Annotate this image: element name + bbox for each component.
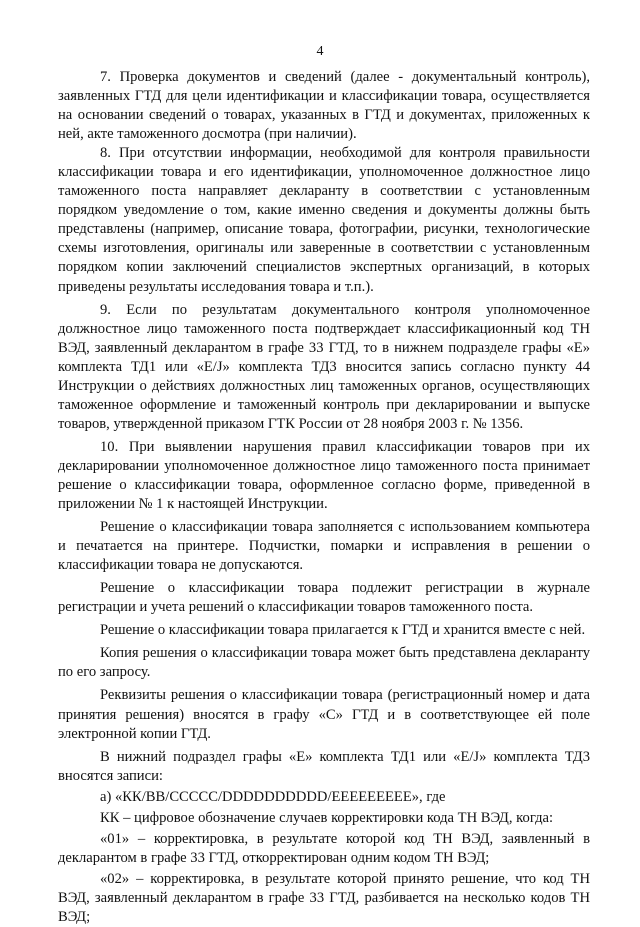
- paragraph-entries-intro: В нижний подраздел графы «Е» комплекта ТД1 или «E/J» комплекта ТД3 вносятся записи:: [58, 748, 590, 784]
- document-body: [58, 68, 590, 927]
- paragraph-decision-requisites: Реквизиты решения о классификации товара (регистрационный номер и дата принятия решения) вносятся в графу «С» ГТД и в соответствующее ей поле электронной копии ГТД.: [58, 687, 590, 742]
- paragraph-7: 7. Проверка документов и сведений (далее - документальный контроль), заявленных ГТД для цели идентификации и классификации товара, осуществляется на основании сведений о товарах, указанных в ГТД и документах, приложенных к ней, акте таможенного досмотра (при наличии).: [58, 69, 590, 143]
- paragraph-code-01: «01» – корректировка, в результате которой код ТН ВЭД, заявленный в декларантом в графе 33 ГТД, откорректирован одним кодом ТН ВЭД;: [58, 830, 590, 866]
- paragraph-code-02: «02» – корректировка, в результате которой принято решение, что код ТН ВЭД, заявленный декларантом в графе 33 ГТД, разбивается на несколько кодов ТН ВЭД;: [58, 870, 590, 925]
- paragraph-entry-format: а) «КК/ВВ/СССCC/DDDDDDDDDD/ЕЕЕЕЕЕЕЕЕ», где: [100, 788, 446, 805]
- paragraph-decision-registration: Решение о классификации товара подлежит регистрации в журнале регистрации и учета решений о классификации товаров таможенного поста.: [58, 580, 590, 616]
- paragraph-kk-definition: КК – цифровое обозначение случаев корректировки кода ТН ВЭД, когда:: [100, 809, 554, 826]
- paragraph-8: 8. При отсутствии информации, необходимой для контроля правильности классификации товара и его идентификации, уполномоченное должностное лицо таможенного поста направляет декларанту в соответствии с установленным порядком уведомление о том, какие именно сведения и документы должны быть представлены (например, описание товара, фотографии, рисунки, технологические схемы изготовления, оригиналы или заверенные в соответствии с установленным порядком копии заключений специалистов экспертных организаций, в которых приведены результаты исследования товара и т.п.).: [58, 145, 590, 295]
- page-number: 4: [316, 44, 324, 59]
- paragraph-9: 9. Если по результатам документального контроля уполномоченное должностное лицо таможенного поста подтверждает классификационный код ТН ВЭД, заявленный декларантом в графе 33 ГТД, то в нижнем подразделе графы «Е» комплекта ТД1 или «Е/J» комплекта ТД3 вносится запись согласно пункту 44 Инструкции о действиях должностных лиц таможенных органов, осуществляющих таможенное оформление и таможенный контроль при декларировании и выпуске товаров, утвержденной приказом ГТК России от 28 ноября 2003 г. № 1356.: [58, 301, 590, 432]
- paragraph-10: 10. При выявлении нарушения правил классификации товаров при их декларировании уполномоченное должностное лицо таможенного поста принимает решение о классификации товара, оформленное согласно форме, приведенной в приложении № 1 к настоящей Инструкции.: [58, 438, 590, 513]
- paragraph-decision-filling: Решение о классификации товара заполняется с использованием компьютера и печатается на принтере. Подчистки, помарки и исправления в решении о классификации товара не допускаются.: [58, 519, 590, 574]
- paragraph-decision-copy: Копия решения о классификации товара может быть представлена декларанту по его запросу.: [58, 645, 590, 681]
- paragraph-decision-attached: Решение о классификации товара прилагается к ГТД и хранится вместе с ней.: [100, 622, 586, 639]
